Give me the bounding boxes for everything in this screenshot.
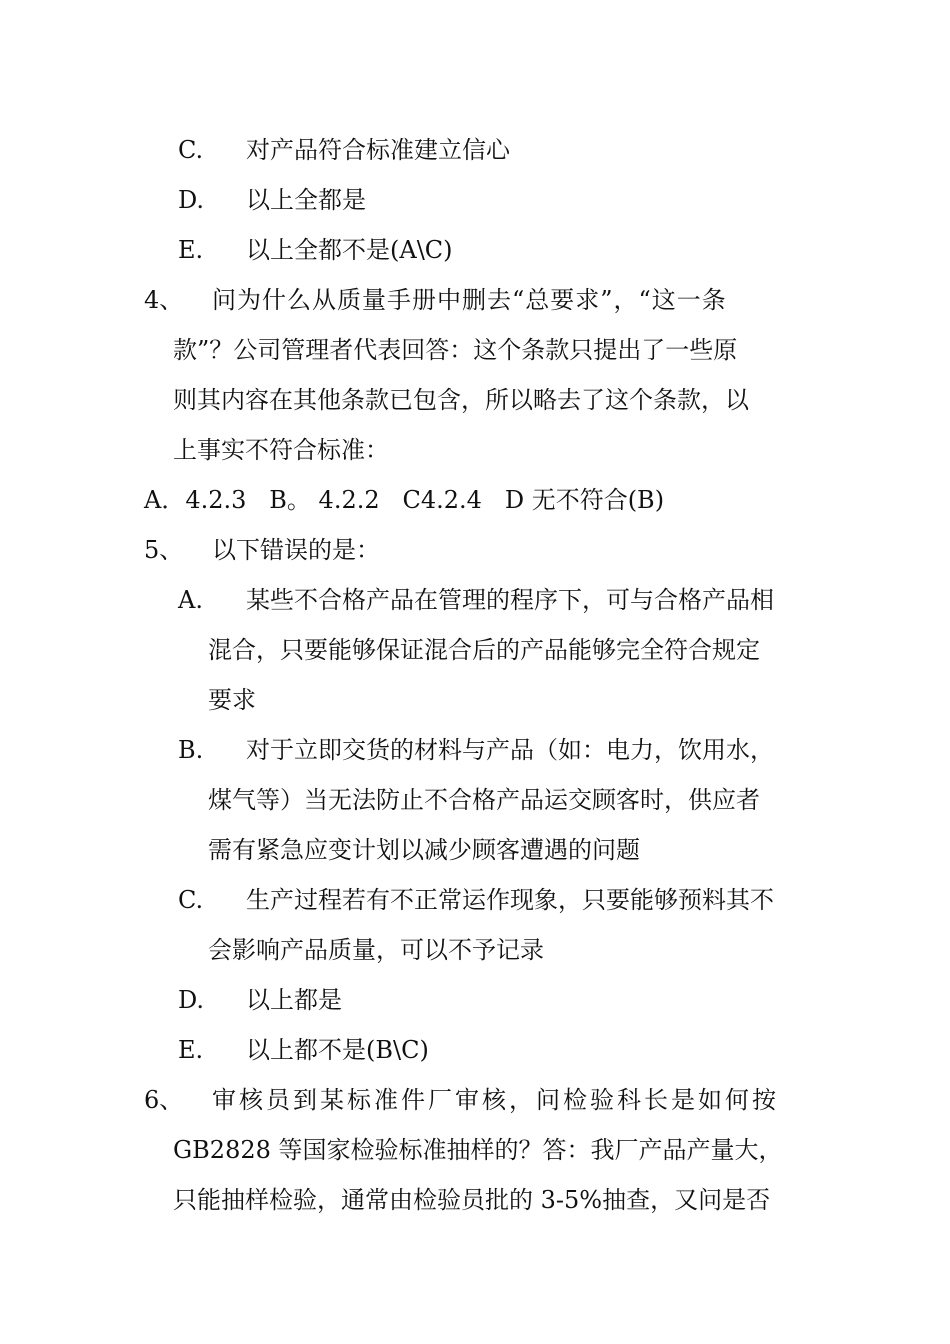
option-text: 以上全都不是(A\C) bbox=[246, 236, 453, 264]
question-text: 只能抽样检验，通常由检验员批的 3-5%抽查，又问是否 bbox=[173, 1186, 771, 1214]
option-letter: B. bbox=[178, 736, 204, 764]
option-text: 某些不合格产品在管理的程序下，可与合格产品相 bbox=[246, 586, 774, 614]
option-text: 煤气等）当无法防止不合格产品运交顾客时，供应者 bbox=[208, 786, 760, 814]
question-number: 5、 bbox=[144, 536, 184, 564]
option-text: 混合，只要能够保证混合后的产品能够完全符合规定 bbox=[208, 636, 760, 664]
option-letter: C. bbox=[178, 136, 204, 164]
option-text: 对产品符合标准建立信心 bbox=[246, 136, 510, 164]
option-text: 以上都是 bbox=[246, 986, 342, 1014]
option-text: 以上都不是(B\C) bbox=[246, 1036, 429, 1064]
option-text: 要求 bbox=[208, 686, 256, 714]
question-number: 6、 bbox=[144, 1086, 184, 1114]
option-text: 需有紧急应变计划以减少顾客遭遇的问题 bbox=[208, 836, 640, 864]
question-text: 问为什么从质量手册中删去“总要求”，“这一条 bbox=[212, 286, 727, 314]
question-text: 审核员到某标准件厂审核，问检验科长是如何按 bbox=[212, 1086, 779, 1114]
option-letter: E. bbox=[178, 236, 204, 264]
option-letter: C. bbox=[178, 886, 204, 914]
option-letter: E. bbox=[178, 1036, 204, 1064]
question-text: GB2828 等国家检验标准抽样的？答：我厂产品产量大， bbox=[173, 1136, 783, 1164]
option-text: 对于立即交货的材料与产品（如：电力，饮用水， bbox=[246, 736, 774, 764]
option-letter: A. bbox=[178, 586, 203, 614]
option-text: 生产过程若有不正常运作现象，只要能够预料其不 bbox=[246, 886, 774, 914]
question-text: 款”？公司管理者代表回答：这个条款只提出了一些原 bbox=[173, 336, 738, 364]
option-text: 会影响产品质量，可以不予记录 bbox=[208, 936, 544, 964]
question-text: 以下错误的是： bbox=[212, 536, 380, 564]
answer-choices: A．4.2.3 B。 4.2.2 C4.2.4 D 无不符合(B) bbox=[144, 486, 665, 514]
question-number: 4、 bbox=[144, 286, 184, 314]
option-letter: D. bbox=[178, 986, 205, 1014]
option-letter: D. bbox=[178, 186, 205, 214]
option-text: 以上全都是 bbox=[246, 186, 366, 214]
question-text: 上事实不符合标准： bbox=[173, 436, 389, 464]
question-text: 则其内容在其他条款已包含，所以略去了这个条款，以 bbox=[173, 386, 749, 414]
